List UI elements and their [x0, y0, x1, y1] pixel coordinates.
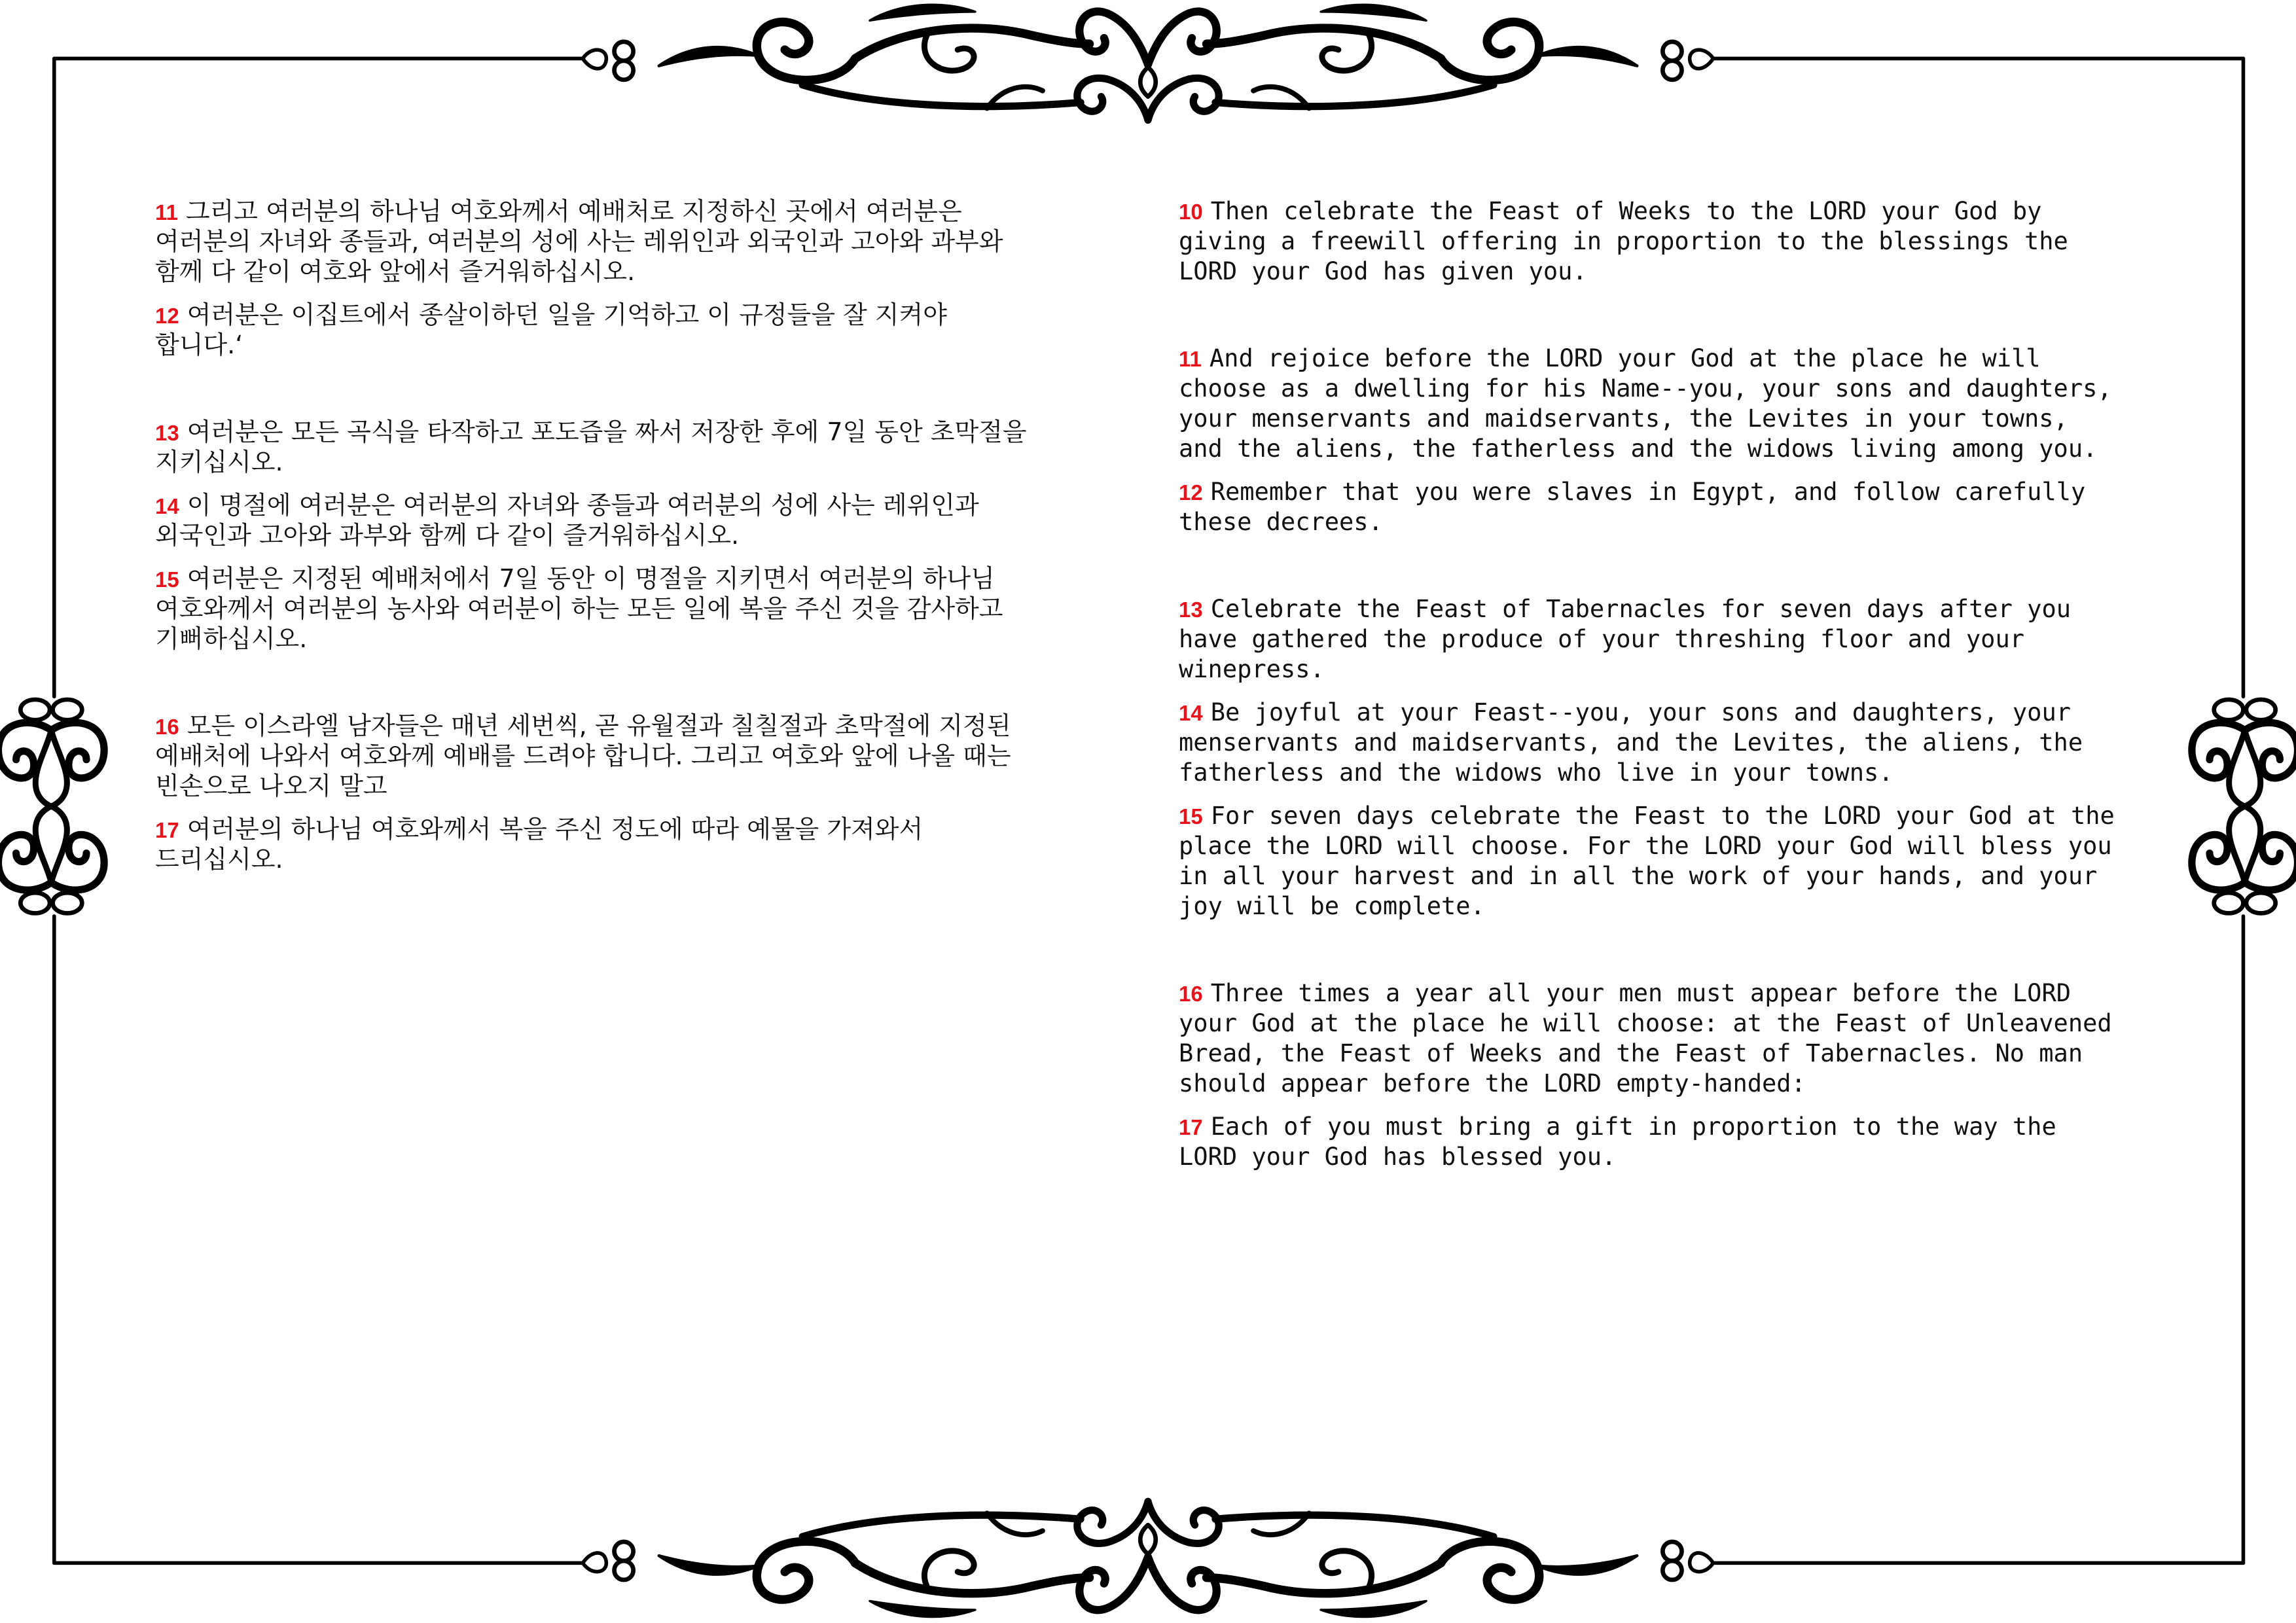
verse-line: [155, 711, 1137, 741]
verse-text: 여러분은 이집트에서 종살이하던 일을 기억하고 이 규정들을 잘 지켜야: [187, 300, 947, 329]
verse-line: [1179, 594, 2213, 624]
verse-line: menservants and maidservants, and the Levites, the aliens, the: [1179, 728, 2083, 757]
verse-line: [155, 196, 1137, 226]
verse-line: these decrees.: [1179, 508, 1383, 536]
verse-line: Bread, the Feast of Weeks and the Feast of Tabernacles. No man: [1179, 1039, 2083, 1067]
english-verse: [1179, 196, 2213, 287]
korean-verse: [155, 814, 1137, 874]
english-column: [1179, 196, 2213, 1172]
verse-line: [1179, 698, 2213, 728]
verse-line: [155, 814, 1137, 844]
english-verse: [1179, 801, 2213, 921]
english-verse: [1179, 1112, 2213, 1172]
verse-line: 외국인과 고아와 과부와 함께 다 같이 즐거워하십시오.: [155, 521, 740, 550]
verse-text: Three times a year all your men must appear before the LORD: [1210, 979, 2071, 1007]
verse-line: and the aliens, the fatherless and the widows living among you.: [1179, 435, 2098, 463]
verse-number: 13: [155, 421, 179, 445]
verse-line: [155, 490, 1137, 520]
verse-line: have gathered the produce of your threshing floor and your: [1179, 625, 2025, 653]
verse-line: winepress.: [1179, 655, 1325, 683]
verse-line: 기뻐하십시오.: [155, 624, 308, 653]
verse-number: 14: [1179, 701, 1203, 725]
verse-line: [1179, 978, 2213, 1008]
verse-number: 16: [1179, 982, 1203, 1006]
korean-verse: [155, 711, 1137, 801]
verse-number: 17: [155, 818, 179, 842]
english-verse: [1179, 978, 2213, 1099]
verse-line: should appear before the LORD empty-handed:: [1179, 1069, 1806, 1097]
verse-line: [155, 300, 1137, 330]
verse-text: Be joyful at your Feast--you, your sons and daughters, your: [1210, 698, 2071, 726]
verse-line: 지키십시오.: [155, 448, 283, 476]
verse-number: 16: [155, 715, 179, 739]
verse-line: 여호와께서 여러분의 농사와 여러분이 하는 모든 일에 복을 주신 것을 감사하고: [155, 594, 1003, 623]
verse-text: Each of you must bring a gift in proportion to the way the: [1210, 1113, 2056, 1141]
verse-text: 여러분은 모든 곡식을 타작하고 포도즙을 짜서 저장한 후에 7일 동안 초막절을: [187, 418, 1027, 446]
verse-text: 여러분의 하나님 여호와께서 복을 주신 정도에 따라 예물을 가져와서: [187, 815, 924, 844]
verse-number: 10: [1179, 200, 1203, 224]
english-verse: [1179, 344, 2213, 464]
english-verse: [1179, 477, 2213, 537]
verse-line: LORD your God has blessed you.: [1179, 1143, 1617, 1171]
verse-line: in all your harvest and in all the work of your hands, and your: [1179, 862, 2098, 890]
verse-line: 빈손으로 나오지 말고: [155, 772, 387, 800]
korean-column: [155, 196, 1137, 874]
verse-text: Celebrate the Feast of Tabernacles for seven days after you: [1210, 595, 2071, 623]
verse-number: 12: [1179, 480, 1203, 505]
verse-text: 이 명절에 여러분은 여러분의 자녀와 종들과 여러분의 성에 사는 레위인과: [187, 491, 979, 520]
verse-line: joy will be complete.: [1179, 892, 1485, 920]
top-ornament-icon: [583, 5, 1713, 120]
verse-line: [1179, 1112, 2213, 1142]
verse-text: And rejoice before the LORD your God at the place he will: [1209, 344, 2041, 372]
english-verse: [1179, 698, 2213, 788]
verse-number: 11: [155, 200, 178, 224]
korean-verse: [155, 417, 1137, 477]
verse-text: Remember that you were slaves in Egypt, and follow carefully: [1210, 478, 2086, 506]
verse-line: [1179, 801, 2213, 831]
verse-number: 13: [1179, 597, 1203, 622]
verse-line: your menservants and maidservants, the Levites in your towns,: [1179, 404, 2068, 433]
verse-text: 그리고 여러분의 하나님 여호와께서 예배처로 지정하신 곳에서 여러분은: [185, 197, 962, 226]
verse-line: fatherless and the widows who live in your towns.: [1179, 758, 1893, 787]
verse-text: 모든 이스라엘 남자들은 매년 세번씩, 곧 유월절과 칠칠절과 초막절에 지정된: [187, 711, 1011, 740]
verse-text: 여러분은 지정된 예배처에서 7일 동안 이 명절을 지키면서 여러분의 하나님: [187, 564, 995, 593]
korean-verse: [155, 563, 1137, 654]
verse-line: LORD your God has given you.: [1179, 257, 1587, 285]
verse-line: [1179, 477, 2213, 507]
verse-number: 15: [1179, 804, 1203, 829]
verse-number: 17: [1179, 1115, 1203, 1139]
verse-line: [155, 417, 1137, 447]
verse-line: 예배처에 나와서 여호와께 예배를 드려야 합니다. 그리고 여호와 앞에 나올 때는: [155, 741, 1011, 770]
verse-line: place the LORD will choose. For the LORD your God will bless you: [1179, 832, 2112, 860]
verse-line: 여러분의 자녀와 종들과, 여러분의 성에 사는 레위인과 외국인과 고아와 과부와: [155, 227, 1003, 256]
korean-verse: [155, 196, 1137, 287]
english-verse: [1179, 594, 2213, 685]
verse-line: choose as a dwelling for his Name--you, your sons and daughters,: [1179, 374, 2112, 402]
verse-line: [155, 563, 1137, 594]
verse-number: 12: [155, 304, 179, 328]
verse-line: 드리십시오.: [155, 845, 283, 874]
verse-text: For seven days celebrate the Feast to the LORD your God at the: [1210, 802, 2115, 830]
bottom-ornament-icon: [583, 1501, 1713, 1616]
verse-line: 함께 다 같이 여호와 앞에서 즐거워하십시오.: [155, 257, 636, 286]
verse-number: 15: [155, 567, 179, 592]
korean-verse: [155, 490, 1137, 550]
verse-line: giving a freewill offering in proportion to the blessings the: [1179, 227, 2068, 255]
verse-text: Then celebrate the Feast of Weeks to the LORD your God by: [1210, 197, 2042, 225]
verse-number: 11: [1179, 347, 1202, 371]
verse-line: 합니다.‘: [155, 330, 243, 359]
verse-line: [1179, 196, 2213, 226]
verse-number: 14: [155, 494, 179, 518]
korean-verse: [155, 300, 1137, 360]
verse-line: your God at the place he will choose: at the Feast of Unleavened: [1179, 1009, 2112, 1037]
left-ornament-icon: [0, 700, 104, 913]
verse-line: [1179, 344, 2213, 374]
